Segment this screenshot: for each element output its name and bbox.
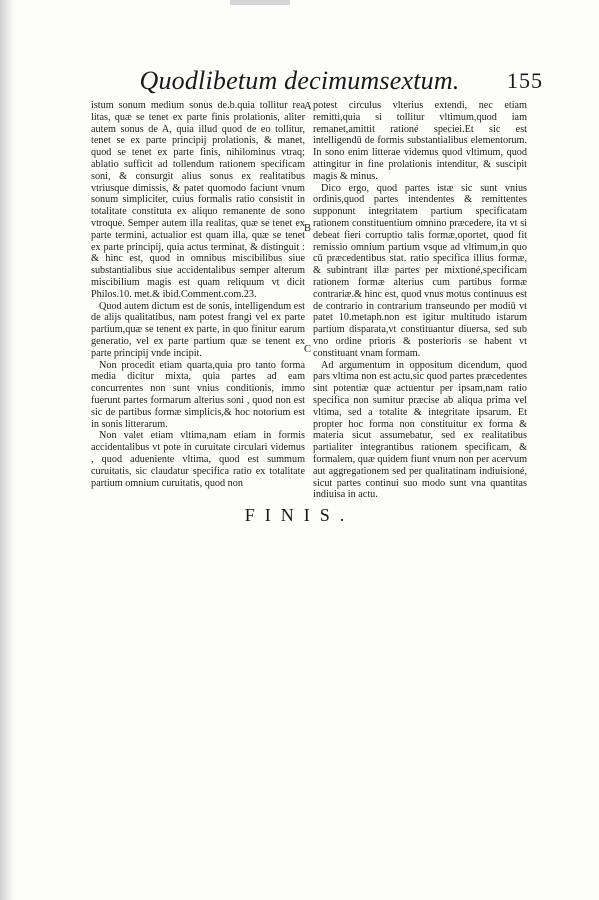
right-paragraph-2: Dico ergo, quod partes istæ sic sunt vnius ordinis,quod partes intendentes & remittentes supponunt integritatem partium specificatam rationem constituentium omnino præcedere, ita vt si debeat fieri corruptio talis formæ,oportet, quod fit remissio omnium partium vsque ad vltimum,in quo cū præcedentibus stat. ratio specifica illius formæ, & subintrant illæ partes per mixtioné,specificam rationem formæ alterius cum partibus formæ contrariæ.& hinc est, quod vnus motus continuus est de contrario in contrarium transeundo per modiū vt patet 10.metaph.non est igitur multitudo istarum partium disparata,vt constituantur diuersa, sed sub vno ordine prioris & posterioris se habent vt constituant vnam formam. (313, 182, 527, 359)
running-title: Quodlibetum decimumsextum. (139, 66, 460, 95)
left-column (91, 100, 305, 489)
page-gutter-shadow (0, 0, 14, 900)
margin-marker-b: B (304, 223, 312, 234)
right-paragraph-1: potest circulus vlterius extendi, nec etiam remitti,quia si tollitur vltimum,quod iam remanet,amittit rationé speciei.Et sic est intelligendū de formis substantialibus elementorum. In sono enim litterae videmus quod vltimum, quod attingitur in fine prolationis intenditur, & suscipit magis & minus. (313, 100, 527, 182)
page-number: 155 (507, 68, 543, 93)
page-header (0, 66, 599, 100)
left-paragraph-4: Non valet etiam vltima,nam etiam in formis accidentalibus vt pote in curuitate circulari videmus , quod adueniente vltima, quod est summum curuitatis, sic claudatur specifica ratio ex totalitate partium omnium curuitatis, quod non (91, 430, 305, 489)
margin-marker-a: A (304, 101, 312, 112)
left-paragraph-2: Quod autem dictum est de sonis, intelligendum est de alijs qualitatibus, nam potest frangi vel ex parte partium,quæ se tenent ex parte, in quo finitur earum generatio, vel ex parte partium quæ se tenent ex parte principij vnde incipit. (91, 300, 305, 359)
right-column (313, 100, 527, 501)
print-smudge (230, 0, 290, 5)
right-paragraph-3: Ad argumentum in oppositum dicendum, quod pars vltima non est actu,sic quod partes præcedentes sint potentiæ quæ actuentur per ipsam,nam ratio specifica non sumitur præcise ab aliqua prima vel vltima, sed a totalite & integritate ipsarum. Et propter hoc forma non constituitur ex forma & materia sicut assumebatur, sed ex realitatibus partialiter integrantibus rationem specificam, & formalem, quæ quidem fiunt vnum non per acervum aut aggregationem sed per qualitatinam indiuisioné, sicut partes continui suo modo sunt vna quantitas indiuisa in actu. (313, 359, 527, 501)
margin-marker-c: C (304, 344, 312, 355)
left-paragraph-3: Non procedit etiam quarta,quia pro tanto forma media dicitur mixta, quia partes ad eam concurrentes non sunt vnius conditionis, immo fuerunt partes formarum alterius soni , quod non est sic de partibus formæ simplicis,& hoc notorium est in sonis litterarum. (91, 359, 305, 430)
finis-closing: FINIS. (244, 505, 355, 525)
left-paragraph-1: istum sonum medium sonus de.b.quia tollitur rea litas, quæ se tenet ex parte finis prolationis, aliter autem sonus de A, quia illud quod de eo tollitur, tenet se ex parte principij prolationis, & manet, quod se tenet ex parte finis, nihilominus vtraq; ablatio sufficit ad tollendum rationem specificam soni, & consurgit alius sonus ex realitatibus vtriusque dimissis, & patet quomodo faciunt vnum sonum simpliciter, cuius formalis ratio consistit in totalitate constituta ex aliquo remanente de sono vtroque. Semper autem illa realitas, quæ se tenet ex parte termini, actualior est quam illa, quæ se tenet ex parte principij, quia actus terminat, & distinguit : & hinc est, quod in omnibus miscibilibus siue substantialibus siue accidentalibus semper alterum miscibilium magis est quam reliquum vt dicit Philos.10. met.& ibid.Comment.com.23. (91, 100, 305, 300)
